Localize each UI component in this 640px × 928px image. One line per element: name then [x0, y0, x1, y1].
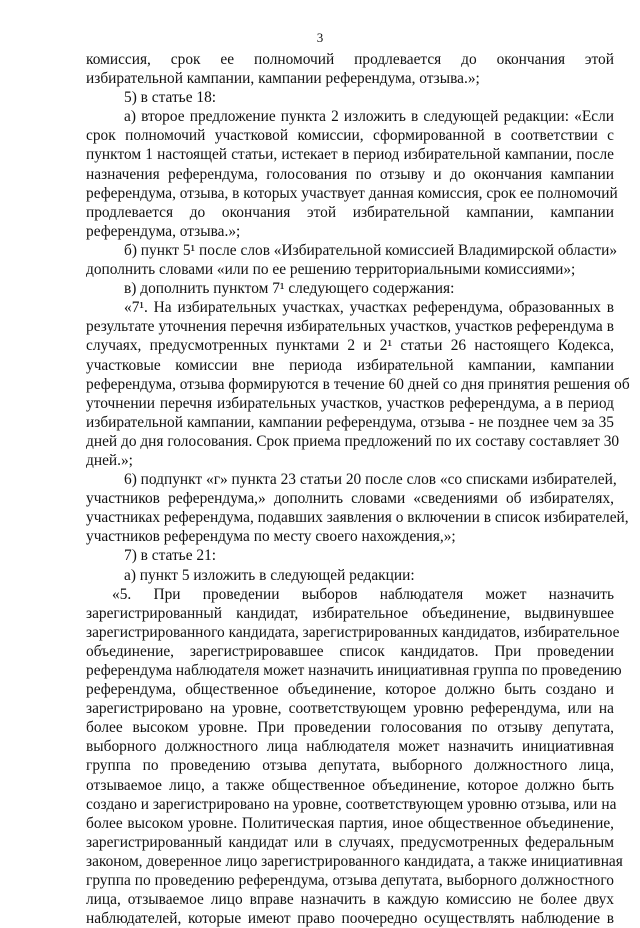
text-line: наблюдателей, которые имеют право поочередно осуществлять наблюдение в — [86, 910, 614, 928]
text-line: 5) в статье 18: — [124, 89, 217, 107]
text-line: дней.»; — [86, 451, 133, 469]
text-line: участников референдума по месту своего нахождения,»; — [86, 528, 456, 546]
text-line: дополнить словами «или по ее решению территориальными комиссиями»; — [86, 261, 576, 279]
text-line: в) дополнить пунктом 7¹ следующего содержания: — [124, 280, 455, 298]
text-line: более высоком уровне. При проведении голосования по отзыву депутата, — [86, 719, 614, 737]
text-line: дней до дня голосования. Срок приема предложений по их составу составляет 30 — [86, 432, 620, 450]
text-line: продлевается до окончания этой избирательной кампании, кампании — [86, 203, 614, 221]
text-line: законом, доверенное лицо зарегистрированного кандидата, а также инициативная — [86, 852, 623, 870]
text-line: референдума наблюдателя может назначить инициативная группа по проведению — [86, 662, 622, 679]
text-line: отзываемое лицо, а также общественное объединение, которое должно быть — [86, 776, 614, 794]
text-line: зарегистрированного кандидата, зарегистрированных кандидатов, избирательное — [86, 623, 620, 641]
page-number: 3 — [316, 30, 324, 45]
text-line: комиссия, срок ее полномочий продлевается до окончания этой — [86, 51, 614, 68]
text-line: срок полномочий участковой комиссии, сформированной в соответствии с — [86, 127, 614, 145]
text-line: участковые комиссии вне периода избирательной кампании, кампании — [86, 356, 614, 374]
text-line: участников референдума,» дополнить словами «сведениями об избирателях, — [86, 490, 614, 508]
text-line: 6) подпункт «г» пункта 23 статьи 20 после слов «со списками избирателей, — [124, 471, 617, 489]
text-line: референдума, отзыва, в которых участвует данная комиссия, срок ее полномочий — [86, 184, 618, 202]
text-line: объединение, зарегистрировавшее список кандидатов. При проведении — [86, 642, 614, 660]
text-line: создано и зарегистрировано на уровне, соответствующем уровню отзыва, или на — [86, 795, 617, 813]
text-line: лица, отзываемое лицо вправе назначить в каждую комиссию не более двух — [86, 891, 614, 909]
text-line: а) пункт 5 изложить в следующей редакции: — [124, 566, 415, 584]
text-line: избирательной кампании, кампании референдума, отзыва.»; — [86, 70, 480, 88]
text-line: случаях, предусмотренных пунктами 2 и 2¹ статьи 26 настоящего Кодекса, — [86, 337, 614, 355]
text-line: зарегистрировано на уровне, соответствующем уровню референдума, или на — [86, 700, 614, 718]
text-line: «5. При проведении выборов наблюдателя может назначить — [112, 585, 614, 603]
document-body — [86, 50, 630, 928]
text-line: референдума, отзыва.»; — [86, 222, 241, 240]
text-line: а) второе предложение пункта 2 изложить в следующей редакции: «Если — [124, 108, 614, 126]
text-line: пунктом 1 настоящей статьи, истекает в период избирательной кампании, после — [86, 146, 614, 164]
text-line: референдума, отзыва формируются в течение 60 дней со дня принятия решения об — [86, 375, 630, 393]
text-line: «7¹. На избирательных участках, участках референдума, образованных в — [124, 299, 614, 317]
text-line: выборного должностного лица наблюдателя может назначить инициативная — [86, 738, 614, 756]
text-line: группа по проведению референдума, отзыва депутата, выборного должностного — [86, 872, 614, 890]
text-line: уточнении перечня избирательных участков, участков референдума, а в период — [86, 394, 614, 412]
text-line: б) пункт 5¹ после слов «Избирательной комиссией Владимирской области» — [124, 241, 618, 259]
text-line: референдума, общественное объединение, которое должно быть создано и — [86, 681, 614, 699]
text-line: избирательной кампании, кампании референдума, отзыва - не позднее чем за 35 — [86, 413, 614, 431]
text-line: 7) в статье 21: — [124, 547, 217, 565]
text-line: зарегистрированный кандидат, избирательное объединение, выдвинувшее — [86, 604, 614, 622]
text-line: группа по проведению отзыва депутата, выборного должностного лица, — [86, 757, 614, 775]
text-line: участниках референдума, подавших заявления о включении в список избирателей, — [86, 509, 629, 527]
text-line: более высоком уровне. Политическая партия, иное общественное объединение, — [86, 814, 614, 832]
text-line: результате уточнения перечня избирательных участков, участков референдума в — [86, 318, 614, 336]
text-line: зарегистрированный кандидат или в случаях, предусмотренных федеральным — [86, 833, 614, 851]
text-line: назначения референдума, голосования по отзыву и до окончания кампании — [86, 165, 614, 183]
